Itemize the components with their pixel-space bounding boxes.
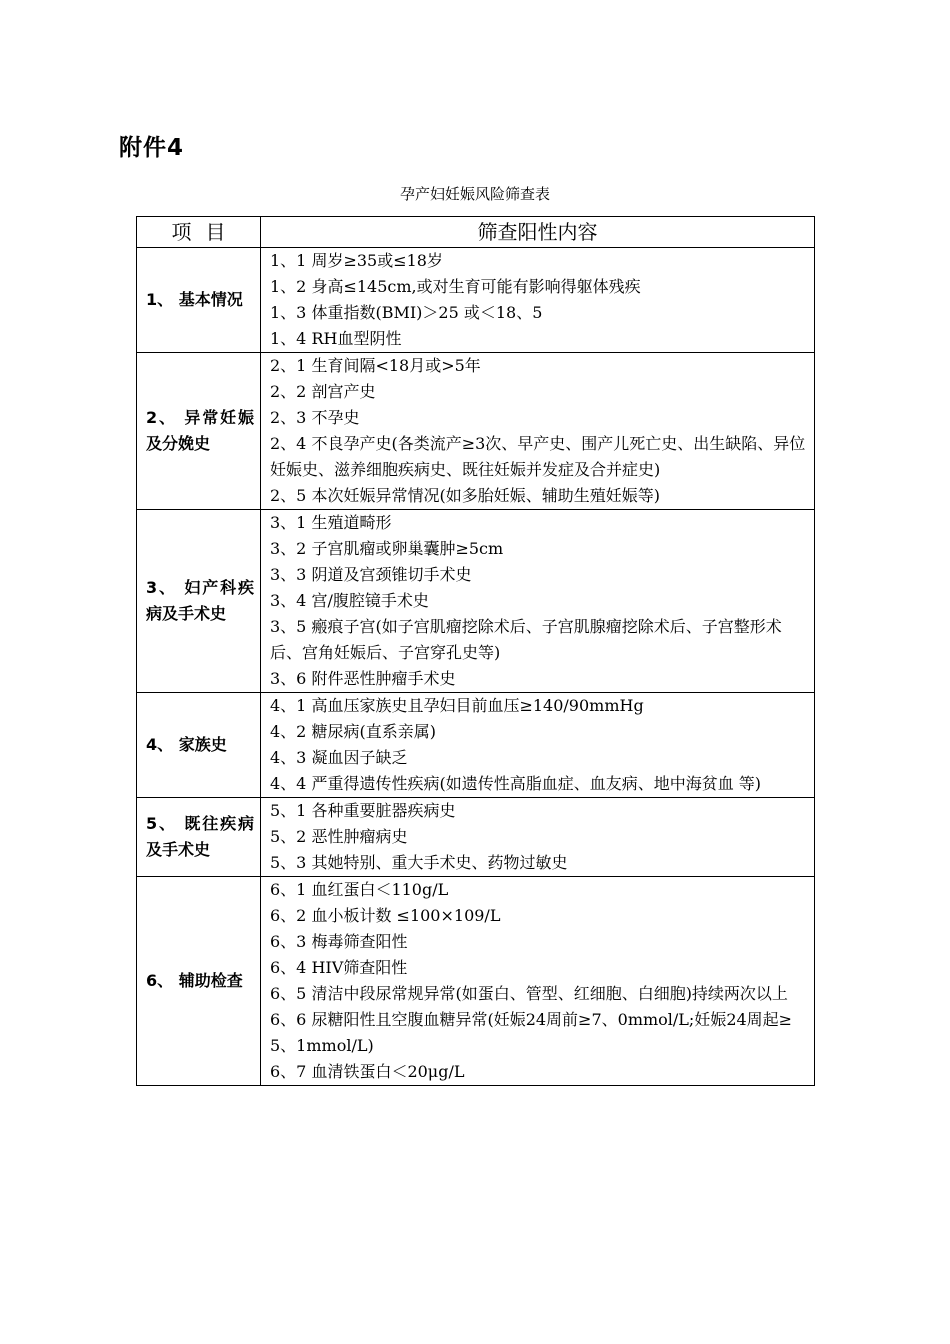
screening-item: 6、6 尿糖阳性且空腹血糖异常(妊娠24周前≥7、0mmol/L;妊娠24周起≥5、1mmol/L)	[270, 1010, 793, 1055]
screening-items-cell	[261, 353, 815, 510]
screening-items-cell	[261, 693, 815, 798]
screening-item: 5、1 各种重要脏器疾病史	[270, 801, 456, 820]
screening-table	[136, 216, 815, 1086]
screening-item: 2、4 不良孕产史(各类流产≥3次、早产史、围产儿死亡史、出生缺陷、异位妊娠史、滋养细胞疾病史、既往妊娠并发症及合并症史)	[270, 434, 806, 479]
attachment-label: 附件4	[119, 135, 185, 161]
screening-item: 2、3 不孕史	[270, 408, 360, 427]
header-content: 筛查阳性内容	[261, 217, 815, 248]
screening-item: 3、2 子宫肌瘤或卵巢囊肿≥5cm	[270, 539, 504, 558]
screening-item: 4、1 高血压家族史且孕妇目前血压≥140/90mmHg	[270, 696, 644, 715]
screening-item: 3、4 宫/腹腔镜手术史	[270, 591, 429, 610]
table-row	[137, 248, 815, 353]
table-row	[137, 877, 815, 1086]
header-item-label: 项目	[171, 220, 240, 244]
header-item	[137, 217, 261, 248]
screening-item: 1、1 周岁≥35或≤18岁	[270, 251, 443, 270]
category-cell: 2、 异常妊娠及分娩史	[137, 353, 261, 510]
category-cell: 3、 妇产科疾病及手术史	[137, 510, 261, 693]
screening-item: 4、2 糖尿病(直系亲属)	[270, 722, 436, 741]
category-cell: 1、 基本情况	[137, 248, 261, 353]
screening-item: 2、2 剖宫产史	[270, 382, 376, 401]
screening-item: 1、3 体重指数(BMI)＞25 或＜18、5	[270, 303, 543, 322]
screening-item: 6、4 HIV筛查阳性	[270, 958, 408, 977]
table-row	[137, 693, 815, 798]
screening-item: 5、3 其她特别、重大手术史、药物过敏史	[270, 853, 568, 872]
category-cell: 5、 既往疾病及手术史	[137, 798, 261, 877]
screening-item: 3、6 附件恶性肿瘤手术史	[270, 669, 456, 688]
table-header-row	[137, 217, 815, 248]
screening-item: 6、1 血红蛋白＜110g/L	[270, 880, 449, 899]
category-cell: 6、 辅助检查	[137, 877, 261, 1086]
category-cell: 4、 家族史	[137, 693, 261, 798]
screening-item: 6、7 血清铁蛋白＜20μg/L	[270, 1062, 465, 1081]
screening-item: 3、3 阴道及宫颈锥切手术史	[270, 565, 472, 584]
table-body	[137, 217, 815, 1086]
screening-item: 2、1 生育间隔<18月或>5年	[270, 356, 481, 375]
screening-item: 6、5 清洁中段尿常规异常(如蛋白、管型、红细胞、白细胞)持续两次以上	[270, 984, 788, 1003]
document-title: 孕产妇妊娠风险筛查表	[399, 185, 550, 203]
screening-item: 5、2 恶性肿瘤病史	[270, 827, 408, 846]
screening-items-cell	[261, 877, 815, 1086]
screening-item: 3、5 瘢痕子宫(如子宫肌瘤挖除术后、子宫肌腺瘤挖除术后、子宫整形术后、宫角妊娠后、子宫穿孔史等)	[270, 617, 782, 662]
table-row	[137, 353, 815, 510]
screening-item: 6、2 血小板计数 ≤100×109/L	[270, 906, 501, 925]
screening-item: 6、3 梅毒筛查阳性	[270, 932, 408, 951]
screening-item: 4、4 严重得遗传性疾病(如遗传性高脂血症、血友病、地中海贫血 等)	[270, 774, 762, 793]
table-row	[137, 798, 815, 877]
screening-item: 2、5 本次妊娠异常情况(如多胎妊娠、辅助生殖妊娠等)	[270, 486, 660, 505]
table-row	[137, 510, 815, 693]
screening-items-cell	[261, 510, 815, 693]
screening-item: 1、4 RH血型阴性	[270, 329, 402, 348]
screening-item: 3、1 生殖道畸形	[270, 513, 392, 532]
screening-items-cell	[261, 248, 815, 353]
screening-items-cell	[261, 798, 815, 877]
screening-item: 4、3 凝血因子缺乏	[270, 748, 408, 767]
screening-item: 1、2 身高≤145cm,或对生育可能有影响得躯体残疾	[270, 277, 641, 296]
